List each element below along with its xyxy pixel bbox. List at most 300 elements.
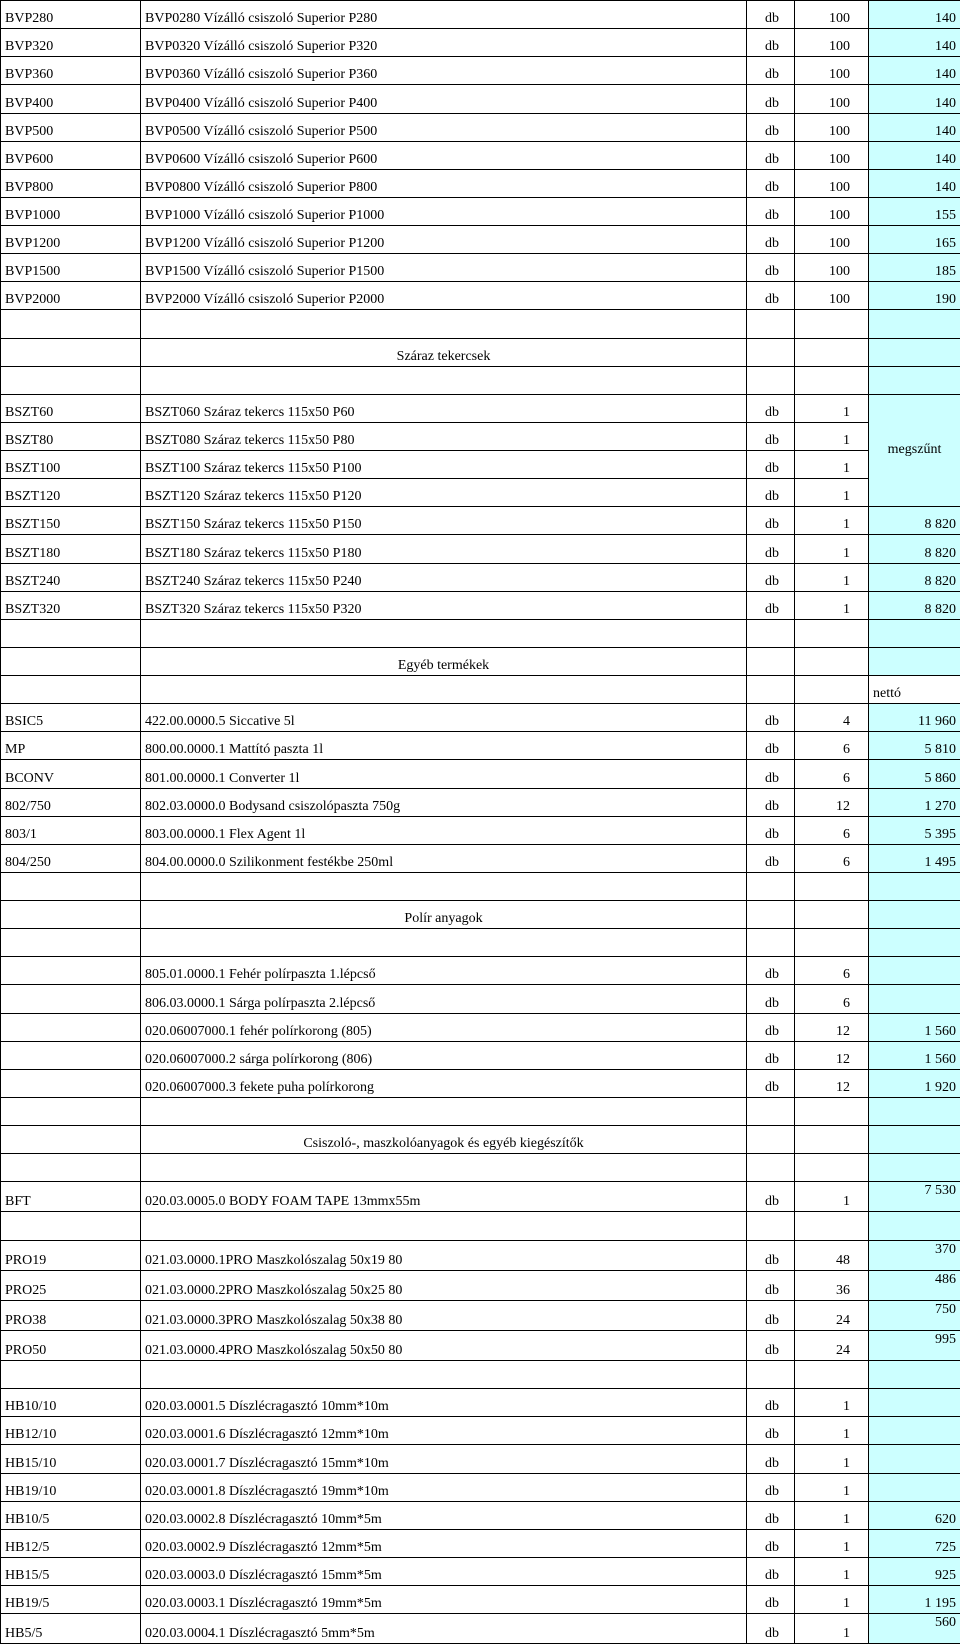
empty-price-cell: [869, 1154, 960, 1182]
table-row: [1, 1270, 960, 1300]
unit-cell: db: [747, 422, 795, 450]
empty-price-cell: [869, 338, 960, 366]
empty-price-cell: [869, 366, 960, 394]
unit-cell: db: [747, 1473, 795, 1501]
table-row: [1, 1389, 960, 1417]
empty-cell: [747, 1126, 795, 1154]
product-description-cell: BVP0320 Vízálló csiszoló Superior P320: [141, 29, 747, 57]
table-row: [1, 816, 960, 844]
product-description-cell: 020.03.0001.5 Díszlécragasztó 10mm*10m: [141, 1389, 747, 1417]
table-row: [1, 1240, 960, 1270]
unit-cell: db: [747, 1300, 795, 1330]
product-code-cell: BVP1500: [1, 254, 141, 282]
table-row: [1, 1013, 960, 1041]
product-code-cell: [1, 1041, 141, 1069]
table-row: [1, 141, 960, 169]
unit-cell: db: [747, 985, 795, 1013]
empty-price-cell: [869, 1126, 960, 1154]
empty-cell: [795, 929, 869, 957]
table-row: [1, 1501, 960, 1529]
price-cell: 11 960: [869, 704, 960, 732]
price-cell: 486: [869, 1270, 960, 1300]
unit-cell: db: [747, 1389, 795, 1417]
empty-cell: [141, 310, 747, 338]
empty-cell: [141, 619, 747, 647]
product-code-cell: PRO38: [1, 1300, 141, 1330]
empty-price-cell: [869, 619, 960, 647]
product-code-cell: BSZT120: [1, 479, 141, 507]
price-cell: [869, 1445, 960, 1473]
empty-cell: [795, 1097, 869, 1125]
empty-price-cell: [869, 647, 960, 675]
product-code-cell: BVP360: [1, 57, 141, 85]
unit-cell: db: [747, 282, 795, 310]
spacer-row: [1, 872, 960, 900]
quantity-cell: 4: [795, 704, 869, 732]
quantity-cell: 100: [795, 141, 869, 169]
price-cell: 8 820: [869, 591, 960, 619]
price-cell: 925: [869, 1557, 960, 1585]
unit-cell: db: [747, 760, 795, 788]
product-description-cell: 020.03.0001.7 Díszlécragasztó 15mm*10m: [141, 1445, 747, 1473]
price-cell: 140: [869, 29, 960, 57]
price-cell: [869, 1473, 960, 1501]
unit-cell: db: [747, 1270, 795, 1300]
table-row: [1, 451, 960, 479]
quantity-cell: 12: [795, 1013, 869, 1041]
empty-cell: [747, 338, 795, 366]
empty-cell: [1, 1126, 141, 1154]
table-row: [1, 394, 960, 422]
product-code-cell: HB15/10: [1, 1445, 141, 1473]
price-cell: 1 920: [869, 1069, 960, 1097]
quantity-cell: 12: [795, 788, 869, 816]
price-cell: 155: [869, 197, 960, 225]
quantity-cell: 1: [795, 479, 869, 507]
product-description-cell: 801.00.0000.1 Converter 1l: [141, 760, 747, 788]
quantity-cell: 1: [795, 394, 869, 422]
empty-cell: [1, 901, 141, 929]
product-code-cell: BCONV: [1, 760, 141, 788]
product-code-cell: BSZT240: [1, 563, 141, 591]
empty-cell: [747, 647, 795, 675]
quantity-cell: 1: [795, 1473, 869, 1501]
product-description-cell: BVP0800 Vízálló csiszoló Superior P800: [141, 169, 747, 197]
unit-cell: db: [747, 57, 795, 85]
product-description-cell: 422.00.0000.5 Siccative 5l: [141, 704, 747, 732]
quantity-cell: 100: [795, 85, 869, 113]
unit-cell: db: [747, 169, 795, 197]
product-description-cell: BVP0360 Vízálló csiszoló Superior P360: [141, 57, 747, 85]
table-row: [1, 254, 960, 282]
empty-cell: [747, 1154, 795, 1182]
empty-cell: [141, 929, 747, 957]
unit-cell: db: [747, 254, 795, 282]
product-code-cell: BVP800: [1, 169, 141, 197]
spacer-row: [1, 310, 960, 338]
quantity-cell: 36: [795, 1270, 869, 1300]
product-description-cell: BVP0400 Vízálló csiszoló Superior P400: [141, 85, 747, 113]
product-code-cell: HB5/5: [1, 1614, 141, 1644]
quantity-cell: 100: [795, 226, 869, 254]
product-code-cell: HB12/10: [1, 1417, 141, 1445]
product-description-cell: BSZT180 Száraz tekercs 115x50 P180: [141, 535, 747, 563]
product-code-cell: HB19/10: [1, 1473, 141, 1501]
quantity-cell: 1: [795, 591, 869, 619]
empty-cell: [141, 1361, 747, 1389]
product-description-cell: BVP1000 Vízálló csiszoló Superior P1000: [141, 197, 747, 225]
quantity-cell: 1: [795, 1501, 869, 1529]
product-code-cell: BVP280: [1, 1, 141, 29]
quantity-cell: 100: [795, 197, 869, 225]
table-row: [1, 226, 960, 254]
quantity-cell: 24: [795, 1330, 869, 1360]
table-row: [1, 1529, 960, 1557]
empty-cell: [1, 619, 141, 647]
price-cell: 140: [869, 1, 960, 29]
spacer-row: [1, 1154, 960, 1182]
price-cell: 140: [869, 141, 960, 169]
empty-price-cell: [869, 310, 960, 338]
spacer-row: [1, 929, 960, 957]
empty-cell: [795, 310, 869, 338]
product-description-cell: 020.03.0004.1 Díszlécragasztó 5mm*5m: [141, 1614, 747, 1644]
section-title: Polír anyagok: [141, 901, 747, 929]
product-code-cell: BSZT80: [1, 422, 141, 450]
table-row: [1, 844, 960, 872]
quantity-cell: 1: [795, 1529, 869, 1557]
product-code-cell: BSZT60: [1, 394, 141, 422]
empty-cell: [747, 901, 795, 929]
product-code-cell: BSZT150: [1, 507, 141, 535]
table-row: [1, 85, 960, 113]
column-label-row: [1, 676, 960, 704]
unit-cell: db: [747, 1557, 795, 1585]
price-cell: [869, 957, 960, 985]
price-cell: 620: [869, 1501, 960, 1529]
product-description-cell: 021.03.0000.3PRO Maszkolószalag 50x38 80: [141, 1300, 747, 1330]
empty-price-cell: [869, 901, 960, 929]
table-row: [1, 1445, 960, 1473]
quantity-cell: 12: [795, 1041, 869, 1069]
quantity-cell: 6: [795, 985, 869, 1013]
unit-cell: db: [747, 1529, 795, 1557]
unit-cell: db: [747, 113, 795, 141]
product-code-cell: BVP600: [1, 141, 141, 169]
product-code-cell: HB15/5: [1, 1557, 141, 1585]
product-code-cell: BSIC5: [1, 704, 141, 732]
product-code-cell: PRO50: [1, 1330, 141, 1360]
unit-cell: db: [747, 85, 795, 113]
section-header-row: [1, 338, 960, 366]
price-cell: 725: [869, 1529, 960, 1557]
product-description-cell: BVP0600 Vízálló csiszoló Superior P600: [141, 141, 747, 169]
product-description-cell: BSZT120 Száraz tekercs 115x50 P120: [141, 479, 747, 507]
price-cell: 1 560: [869, 1041, 960, 1069]
product-description-cell: 020.06007000.2 sárga polírkorong (806): [141, 1041, 747, 1069]
empty-cell: [747, 1097, 795, 1125]
empty-cell: [747, 676, 795, 704]
unit-cell: db: [747, 1182, 795, 1212]
quantity-cell: 6: [795, 957, 869, 985]
section-title: Száraz tekercsek: [141, 338, 747, 366]
table-row: [1, 1300, 960, 1330]
unit-cell: db: [747, 1013, 795, 1041]
spacer-row: [1, 366, 960, 394]
empty-price-cell: [869, 929, 960, 957]
price-cell: 140: [869, 169, 960, 197]
unit-cell: db: [747, 563, 795, 591]
empty-cell: [747, 872, 795, 900]
empty-cell: [795, 338, 869, 366]
spacer-row: [1, 619, 960, 647]
empty-cell: [141, 676, 747, 704]
spacer-row: [1, 1212, 960, 1240]
quantity-cell: 100: [795, 169, 869, 197]
table-row: [1, 1417, 960, 1445]
table-row: [1, 563, 960, 591]
product-description-cell: 020.03.0002.8 Díszlécragasztó 10mm*5m: [141, 1501, 747, 1529]
product-code-cell: BSZT320: [1, 591, 141, 619]
unit-cell: db: [747, 1445, 795, 1473]
empty-cell: [795, 901, 869, 929]
empty-cell: [1, 872, 141, 900]
table-row: [1, 1614, 960, 1644]
empty-cell: [141, 366, 747, 394]
product-description-cell: BVP1500 Vízálló csiszoló Superior P1500: [141, 254, 747, 282]
table-row: [1, 479, 960, 507]
net-price-label: nettó: [869, 676, 960, 704]
unit-cell: db: [747, 1330, 795, 1360]
price-cell: 370: [869, 1240, 960, 1270]
quantity-cell: 100: [795, 1, 869, 29]
product-description-cell: BSZT060 Száraz tekercs 115x50 P60: [141, 394, 747, 422]
quantity-cell: 6: [795, 816, 869, 844]
price-cell: 1 560: [869, 1013, 960, 1041]
unit-cell: db: [747, 1501, 795, 1529]
quantity-cell: 48: [795, 1240, 869, 1270]
unit-cell: db: [747, 1586, 795, 1614]
empty-cell: [1, 647, 141, 675]
product-description-cell: 020.03.0001.6 Díszlécragasztó 12mm*10m: [141, 1417, 747, 1445]
empty-cell: [795, 366, 869, 394]
product-description-cell: 020.03.0005.0 BODY FOAM TAPE 13mmx55m: [141, 1182, 747, 1212]
product-description-cell: BSZT100 Száraz tekercs 115x50 P100: [141, 451, 747, 479]
product-description-cell: BVP1200 Vízálló csiszoló Superior P1200: [141, 226, 747, 254]
empty-cell: [141, 1154, 747, 1182]
product-code-cell: [1, 985, 141, 1013]
section-title: Egyéb termékek: [141, 647, 747, 675]
unit-cell: db: [747, 507, 795, 535]
empty-cell: [747, 1361, 795, 1389]
table-row: [1, 1473, 960, 1501]
product-description-cell: BSZT150 Száraz tekercs 115x50 P150: [141, 507, 747, 535]
product-description-cell: BVP0500 Vízálló csiszoló Superior P500: [141, 113, 747, 141]
quantity-cell: 24: [795, 1300, 869, 1330]
price-cell: 165: [869, 226, 960, 254]
empty-cell: [141, 1097, 747, 1125]
table-row: [1, 1069, 960, 1097]
quantity-cell: 6: [795, 732, 869, 760]
product-code-cell: BVP500: [1, 113, 141, 141]
table-row: [1, 282, 960, 310]
quantity-cell: 1: [795, 451, 869, 479]
empty-cell: [1, 1212, 141, 1240]
product-description-cell: 020.03.0003.0 Díszlécragasztó 15mm*5m: [141, 1557, 747, 1585]
empty-cell: [747, 929, 795, 957]
product-code-cell: BVP1200: [1, 226, 141, 254]
empty-cell: [795, 676, 869, 704]
product-code-cell: BVP2000: [1, 282, 141, 310]
product-description-cell: 802.03.0000.0 Bodysand csiszolópaszta 750g: [141, 788, 747, 816]
table-row: [1, 957, 960, 985]
price-cell: 8 820: [869, 563, 960, 591]
quantity-cell: 100: [795, 254, 869, 282]
quantity-cell: 1: [795, 1182, 869, 1212]
price-cell: 1 270: [869, 788, 960, 816]
price-cell: 7 530: [869, 1182, 960, 1212]
empty-cell: [747, 310, 795, 338]
product-description-cell: 020.06007000.1 fehér polírkorong (805): [141, 1013, 747, 1041]
product-code-cell: HB12/5: [1, 1529, 141, 1557]
product-description-cell: 021.03.0000.2PRO Maszkolószalag 50x25 80: [141, 1270, 747, 1300]
empty-cell: [747, 366, 795, 394]
unit-cell: db: [747, 591, 795, 619]
product-code-cell: 802/750: [1, 788, 141, 816]
unit-cell: db: [747, 704, 795, 732]
table-row: [1, 591, 960, 619]
empty-price-cell: [869, 1361, 960, 1389]
table-row: [1, 507, 960, 535]
product-code-cell: 804/250: [1, 844, 141, 872]
table-row: [1, 29, 960, 57]
empty-cell: [1, 929, 141, 957]
product-code-cell: [1, 957, 141, 985]
product-code-cell: BSZT100: [1, 451, 141, 479]
section-header-row: [1, 1126, 960, 1154]
quantity-cell: 1: [795, 1586, 869, 1614]
table-row: [1, 760, 960, 788]
product-code-cell: HB10/10: [1, 1389, 141, 1417]
empty-cell: [795, 872, 869, 900]
table-row: [1, 422, 960, 450]
unit-cell: db: [747, 197, 795, 225]
product-code-cell: [1, 1013, 141, 1041]
table-row: [1, 1557, 960, 1585]
table-row: [1, 1182, 960, 1212]
product-description-cell: 021.03.0000.1PRO Maszkolószalag 50x19 80: [141, 1240, 747, 1270]
unit-cell: db: [747, 226, 795, 254]
unit-cell: db: [747, 29, 795, 57]
section-title: Csiszoló-, maszkolóanyagok és egyéb kiegészítők: [141, 1126, 747, 1154]
unit-cell: db: [747, 1069, 795, 1097]
quantity-cell: 1: [795, 1557, 869, 1585]
table-row: [1, 1041, 960, 1069]
unit-cell: db: [747, 141, 795, 169]
quantity-cell: 12: [795, 1069, 869, 1097]
product-code-cell: PRO25: [1, 1270, 141, 1300]
spacer-row: [1, 1361, 960, 1389]
table-row: [1, 1330, 960, 1360]
empty-price-cell: [869, 872, 960, 900]
product-description-cell: BSZT080 Száraz tekercs 115x50 P80: [141, 422, 747, 450]
empty-cell: [1, 1154, 141, 1182]
unit-cell: db: [747, 788, 795, 816]
product-description-cell: 803.00.0000.1 Flex Agent 1l: [141, 816, 747, 844]
product-code-cell: BVP320: [1, 29, 141, 57]
price-cell: 190: [869, 282, 960, 310]
table-row: [1, 1586, 960, 1614]
quantity-cell: 6: [795, 760, 869, 788]
product-code-cell: HB10/5: [1, 1501, 141, 1529]
quantity-cell: 1: [795, 1445, 869, 1473]
unit-cell: db: [747, 732, 795, 760]
price-cell: 5 810: [869, 732, 960, 760]
unit-cell: db: [747, 535, 795, 563]
product-description-cell: 021.03.0000.4PRO Maszkolószalag 50x50 80: [141, 1330, 747, 1360]
quantity-cell: 1: [795, 507, 869, 535]
price-cell: [869, 985, 960, 1013]
table-row: [1, 704, 960, 732]
quantity-cell: 6: [795, 844, 869, 872]
empty-cell: [141, 872, 747, 900]
unit-cell: db: [747, 844, 795, 872]
discontinued-price-cell: megszűnt: [869, 394, 960, 507]
product-code-cell: BVP400: [1, 85, 141, 113]
unit-cell: db: [747, 1614, 795, 1644]
empty-cell: [795, 619, 869, 647]
unit-cell: db: [747, 957, 795, 985]
spacer-row: [1, 1097, 960, 1125]
unit-cell: db: [747, 1417, 795, 1445]
product-description-cell: 020.06007000.3 fekete puha polírkorong: [141, 1069, 747, 1097]
quantity-cell: 100: [795, 282, 869, 310]
product-description-cell: BSZT240 Száraz tekercs 115x50 P240: [141, 563, 747, 591]
empty-cell: [1, 676, 141, 704]
product-code-cell: BSZT180: [1, 535, 141, 563]
product-code-cell: PRO19: [1, 1240, 141, 1270]
price-cell: 5 860: [869, 760, 960, 788]
product-code-cell: BFT: [1, 1182, 141, 1212]
quantity-cell: 1: [795, 422, 869, 450]
empty-cell: [795, 1361, 869, 1389]
table-row: [1, 732, 960, 760]
unit-cell: db: [747, 816, 795, 844]
empty-cell: [795, 1154, 869, 1182]
empty-cell: [747, 1212, 795, 1240]
price-cell: 8 820: [869, 507, 960, 535]
quantity-cell: 100: [795, 29, 869, 57]
quantity-cell: 1: [795, 563, 869, 591]
unit-cell: db: [747, 1, 795, 29]
table-row: [1, 169, 960, 197]
price-cell: 140: [869, 85, 960, 113]
quantity-cell: 100: [795, 57, 869, 85]
empty-cell: [1, 366, 141, 394]
product-description-cell: BSZT320 Száraz tekercs 115x50 P320: [141, 591, 747, 619]
empty-cell: [141, 1212, 747, 1240]
empty-cell: [1, 338, 141, 366]
table-row: [1, 788, 960, 816]
table-row: [1, 197, 960, 225]
quantity-cell: 1: [795, 535, 869, 563]
product-description-cell: BVP2000 Vízálló csiszoló Superior P2000: [141, 282, 747, 310]
empty-cell: [795, 1212, 869, 1240]
price-cell: 1 195: [869, 1586, 960, 1614]
empty-cell: [1, 1361, 141, 1389]
unit-cell: db: [747, 1240, 795, 1270]
price-cell: 185: [869, 254, 960, 282]
